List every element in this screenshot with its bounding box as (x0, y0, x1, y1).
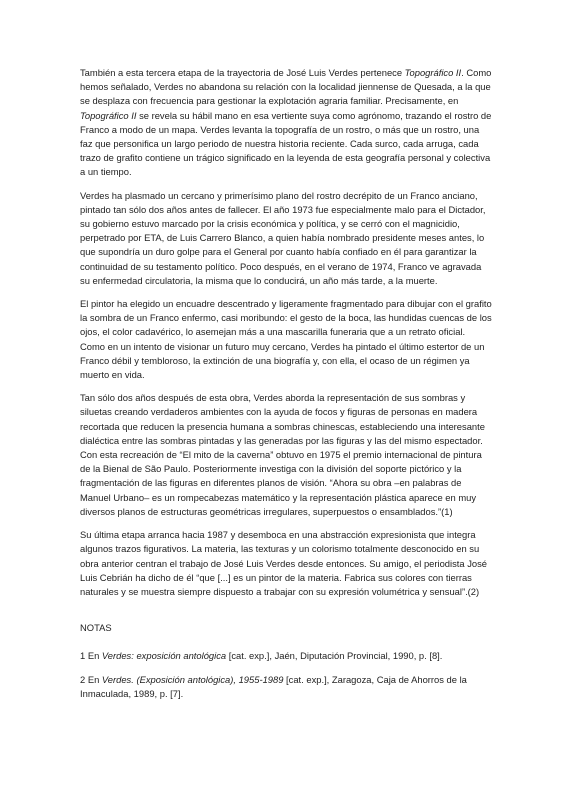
artwork-title: Topográfico II (80, 109, 137, 121)
text-span: [cat. exp.], Zaragoza, Caja de Ahorros de la Inmaculada, 1989, p. [7]. (80, 673, 467, 699)
note-2 (80, 673, 492, 701)
text-span: También a esta tercera etapa de la trayectoria de José Luis Verdes pertenece (80, 67, 405, 78)
notes-heading: NOTAS (80, 622, 112, 634)
artwork-title: Topográfico II (404, 67, 462, 78)
text-span: 1 En (80, 650, 102, 662)
paragraph-3: El pintor ha elegido un encuadre descentrado y ligeramente fragmentado para dibujar con el grafito la sombra de un Franco enfermo, casi moribundo: el gesto de la boca, las hundidas cuencas de los ojos, el color cadavérico, lo asemejan más a una mascarilla funeraria que a un retrato oficial. Como en un intento de visionar un futuro muy cercano, Verdes ha pintado el último estertor de un Franco débil y tembloroso, la extinción de una biografía y, con ella, el ocaso de un régimen ya muerto en vida. (80, 298, 492, 381)
text-span: [cat. exp.], Jaén, Diputación Provincial, 1990, p. [8]. (226, 650, 443, 662)
document-page (80, 66, 492, 710)
paragraph-1 (80, 66, 492, 180)
catalog-title: Verdes. (Exposición antológica), 1955-1989 (101, 673, 284, 685)
text-span: . Como hemos señalado, Verdes no abandona su relación con la localidad jiennense de Quesada, a la que se desplaza con frecuencia para gestionar la explotación agraria familiar. Precisamente, en (80, 67, 492, 107)
paragraph-2: Verdes ha plasmado un cercano y primerísimo plano del rostro decrépito de un Franco anciano, pintado tan sólo dos años antes de fallecer. El año 1973 fue especialmente malo para el Dictador, su gobierno estuvo marcado por la crisis económica y política, y se cerró con el magnicidio, perpetrado por ETA, de Luis Carrero Blanco, a quien había nombrado presidente meses antes, lo que supondría un duro golpe para el General por cuanto había confiado en él para garantizar la continuidad de su testamento político. Poco después, en el verano de 1974, Franco ve agravada su enfermedad circulatoria, la misma que lo conducirá, un año más tarde, a la muerte. (80, 189, 486, 286)
paragraph-5: Su última etapa arranca hacia 1987 y desemboca en una abstracción expresionista que integra algunos trazos figurativos. La materia, las texturas y un colorismo totalmente desconocido en su obra anterior centran el trabajo de José Luis Verdes desde entonces. Su amigo, el periodista José Luis Cebrián ha dicho de él “que [...] es un pintor de la materia. Fabrica sus colores con tierras naturales y se muestra siempre dispuesto a trabajar con su expresión volumétrica y sensual”.(2) (80, 529, 488, 597)
text-span: se revela su hábil mano en esa vertiente suya como agrónomo, trazando el rostro de Franco a modo de un mapa. Verdes levanta la topografía de un rostro, o más que un rostro, una faz que personifica un largo periodo de nuestra historia reciente. Cada surco, cada arruga, cada trazo de grafito contiene un trágico significado en la leyenda de esta geografía personal y colectiva a un tiempo. (80, 109, 492, 178)
text-span: 2 En (80, 673, 102, 685)
catalog-title: Verdes: exposición antológica (101, 650, 227, 662)
note-1 (80, 649, 492, 663)
paragraph-4: Tan sólo dos años después de esta obra, Verdes aborda la representación de sus sombras y siluetas creando verdaderos ambientes con la ayuda de focos y figuras de personas en madera recortada que reducen la presencia humana a sombras chinescas, estableciendo una interesante dialéctica entre las sombras pintadas y las generadas por las figuras y las del mismo espectador. Con esta recreación de “El mito de la caverna” obtuvo en 1975 el premio internacional de pintura de la Bienal de São Paulo. Posteriormente investiga con la división del soporte pictórico y la fragmentación de las figuras en diferentes planos de visión. “Ahora su obra –en palabras de Manuel Urbano– es un rompecabezas matemático y la representación plástica aparece en muy diversos planos de estructuras geométricas irregulares, superpuestos o ensamblados.”(1) (80, 392, 485, 517)
